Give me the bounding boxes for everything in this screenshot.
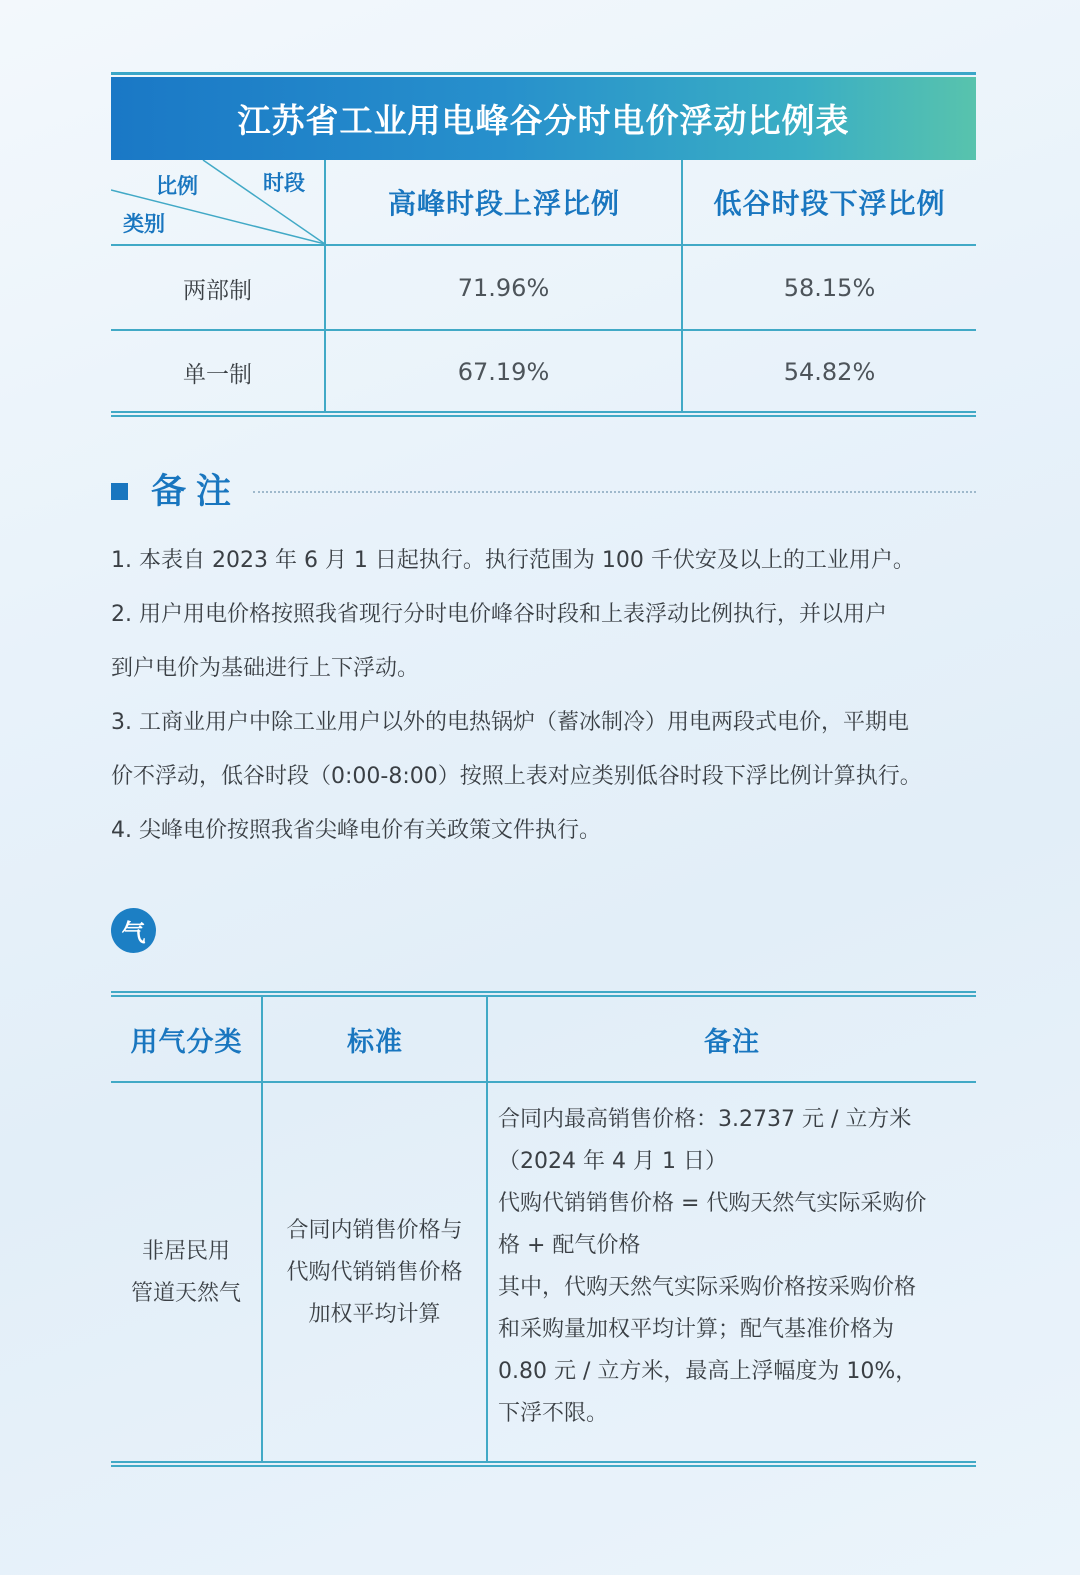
standard-line: 加权平均计算 [308, 1301, 441, 1327]
cell-two-part-valley: 58.15% [783, 274, 876, 302]
remark-line: 和采购量加权平均计算；配气基准价格为 [498, 1317, 895, 1342]
note-line-6: 4. 尖峰电价按照我省尖峰电价有关政策文件执行。 [111, 818, 601, 843]
table-bottom-rule [111, 1461, 976, 1467]
remark-line: 代购代销销售价格 = 代购天然气实际采购价 [498, 1191, 927, 1216]
standard-line: 代购代销销售价格 [286, 1259, 463, 1285]
cell-single-peak: 67.19% [457, 358, 550, 386]
gas-remarks-cell [498, 1099, 968, 1435]
corner-label-ratio: 比例 [156, 174, 198, 198]
notes-title: 备注 [151, 472, 242, 512]
category-line: 管道天然气 [130, 1280, 241, 1306]
cell-two-part-peak: 71.96% [457, 274, 550, 302]
remark-line: 0.80 元 / 立方米，最高上浮幅度为 10%， [498, 1359, 918, 1384]
column-divider [486, 997, 488, 1463]
dotted-rule [253, 491, 976, 493]
cell-single-valley: 54.82% [783, 358, 876, 386]
note-line-2: 2. 用户用电价格按照我省现行分时电价峰谷时段和上表浮动比例执行，并以用户 [111, 602, 887, 627]
column-header-valley: 低谷时段下浮比例 [713, 187, 946, 220]
gas-section-badge: 气 [111, 908, 156, 953]
category-line: 非居民用 [141, 1238, 230, 1264]
notes-header [111, 470, 976, 514]
electricity-price-table [111, 72, 976, 417]
remark-line: 下浮不限。 [498, 1401, 609, 1426]
table-top-rule [111, 72, 976, 75]
remark-line: 格 + 配气价格 [498, 1233, 641, 1258]
header-divider [111, 1081, 976, 1083]
standard-line: 合同内销售价格与 [286, 1217, 463, 1243]
note-line-5: 价不浮动，低谷时段（0:00-8:00）按照上表对应类别低谷时段下浮比例计算执行。 [111, 764, 922, 789]
gas-standard-cell [263, 1084, 486, 1461]
note-line-1: 1. 本表自 2023 年 6 月 1 日起执行。执行范围为 100 千伏安及以上的工业用户。 [111, 548, 915, 573]
square-bullet-icon [111, 483, 128, 500]
table-title: 江苏省工业用电峰谷分时电价浮动比例表 [111, 77, 976, 160]
remark-line: 合同内最高销售价格：3.2737 元 / 立方米 [498, 1107, 912, 1132]
remark-line: 其中，代购天然气实际采购价格按采购价格 [498, 1275, 917, 1300]
note-line-4: 3. 工商业用户中除工业用户以外的电热锅炉（蓄冰制冷）用电两段式电价，平期电 [111, 710, 909, 735]
column-header-standard: 标准 [347, 1027, 403, 1058]
row-category-two-part: 两部制 [183, 277, 252, 304]
gas-price-table [111, 991, 976, 1469]
note-line-3: 到户电价为基础进行上下浮动。 [111, 656, 420, 681]
column-header-peak: 高峰时段上浮比例 [387, 187, 620, 220]
corner-label-category: 类别 [123, 212, 165, 236]
gas-category-cell [111, 1084, 261, 1461]
table-bottom-rule [111, 411, 976, 417]
corner-label-period: 时段 [263, 171, 305, 195]
column-header-category: 用气分类 [130, 1027, 243, 1058]
column-header-remarks: 备注 [704, 1027, 760, 1058]
row-category-single: 单一制 [183, 361, 252, 388]
table-body [111, 160, 976, 417]
remark-line: （2024 年 4 月 1 日） [498, 1149, 727, 1174]
